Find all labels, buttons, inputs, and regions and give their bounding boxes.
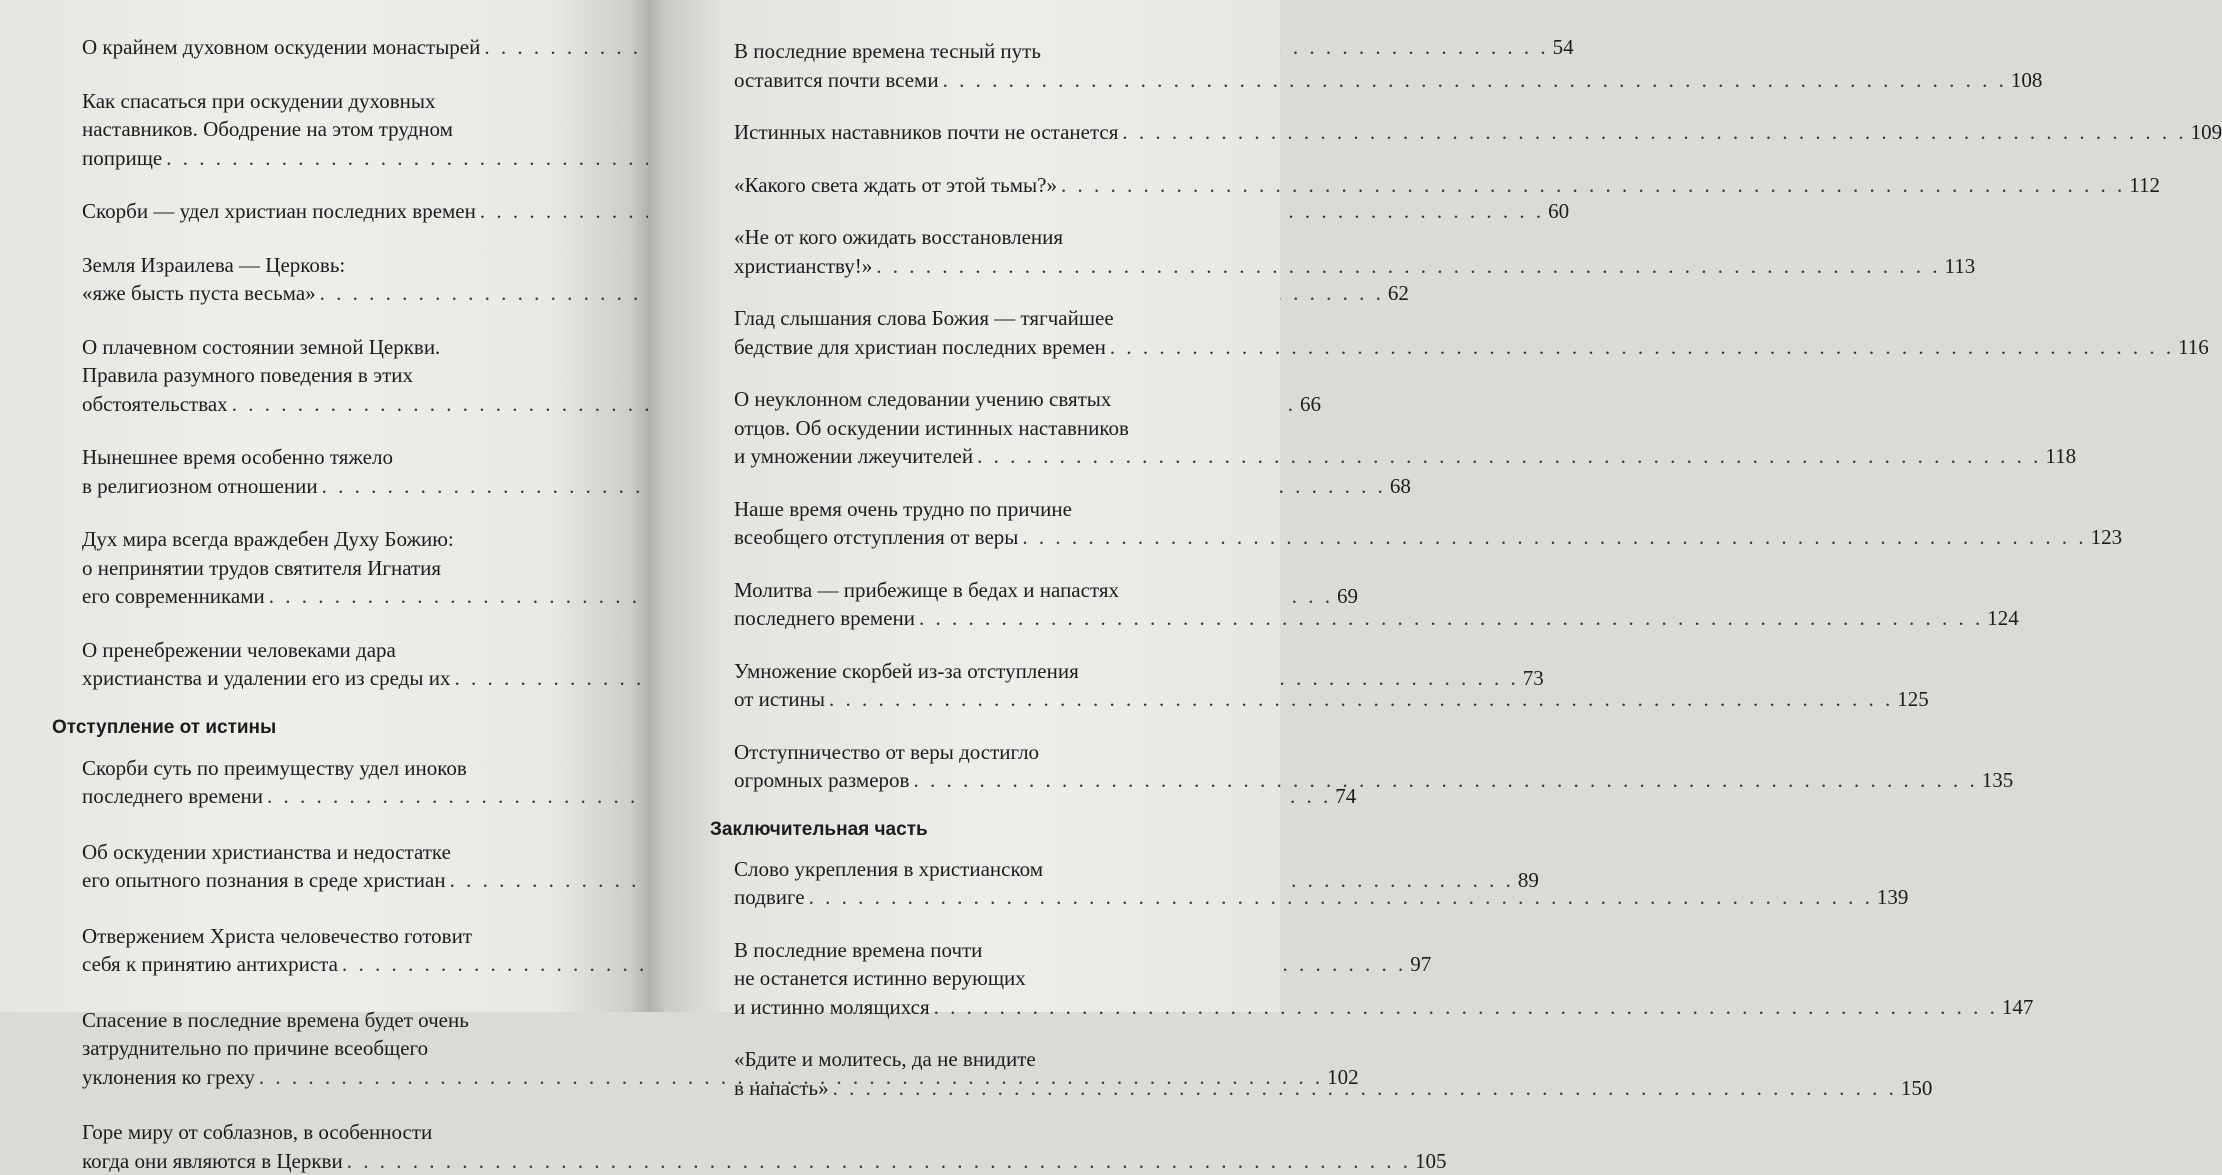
page-number: 116 <box>2178 333 2209 362</box>
toc-entry-title-end: когда они являются в Церкви <box>82 1147 343 1175</box>
dot-leader <box>829 685 1893 714</box>
toc-entry-final-line <box>734 66 1212 95</box>
page-number: 108 <box>2011 66 2043 95</box>
toc-entry-title-end: христианства и удалении его из среды их <box>82 664 450 693</box>
right-page <box>648 0 1280 1012</box>
toc-entry-final-line <box>82 390 560 419</box>
toc-entry-line: Как спасаться при оскудении духовных <box>82 87 560 116</box>
toc-entry <box>734 657 1212 714</box>
page-number: 89 <box>1518 866 1539 895</box>
toc-entry <box>82 197 560 226</box>
toc-entry <box>734 118 1212 147</box>
toc-entry-final-line <box>82 664 560 693</box>
dot-leader <box>1110 333 2174 362</box>
left-section-entry-list <box>82 754 560 1175</box>
dot-leader <box>1061 171 2125 200</box>
dot-leader <box>913 766 1977 795</box>
toc-entry-line: Отступничество от веры достигло <box>734 738 1212 767</box>
toc-entry <box>82 838 560 895</box>
toc-entry-final-line <box>734 333 1212 362</box>
page-number: 102 <box>1327 1063 1359 1092</box>
right-section-entry-list <box>734 855 1212 1103</box>
toc-entry-line: Об оскудении христианства и недостатке <box>82 838 560 867</box>
left-toc-column <box>82 0 560 1175</box>
dot-leader <box>943 66 2007 95</box>
toc-entry <box>82 754 560 811</box>
toc-entry-final-line <box>82 1063 560 1092</box>
toc-entry-line: отцов. Об оскудении истинных наставников <box>734 414 1212 443</box>
page-number: 113 <box>1944 252 1975 281</box>
right-entry-list <box>734 37 1212 795</box>
page-number: 60 <box>1548 197 1569 226</box>
toc-entry <box>734 738 1212 795</box>
toc-entry-title-end: его современниками <box>82 582 265 611</box>
toc-entry-line: «Бдите и молитесь, да не внидите <box>734 1045 1212 1074</box>
toc-entry-title-end: в религиозном отношении <box>82 472 318 501</box>
page-number: 150 <box>1901 1074 1933 1103</box>
right-toc-column <box>734 0 1212 1102</box>
left-page <box>0 0 648 1012</box>
page-number: 125 <box>1897 685 1929 714</box>
toc-entry-final-line <box>734 118 1212 147</box>
toc-entry-line: Правила разумного поведения в этих <box>82 361 560 390</box>
page-number: 105 <box>1415 1147 1447 1175</box>
toc-entry <box>734 37 1212 94</box>
toc-entry-title-end: бедствие для христиан последних времен <box>734 333 1106 362</box>
book-spread <box>0 0 1280 1012</box>
toc-entry <box>82 636 560 693</box>
toc-entry-title-end: обстоятельствах <box>82 390 228 419</box>
dot-leader <box>347 1147 1411 1175</box>
left-section-title: Отступление от истины <box>52 715 560 741</box>
page-number: 123 <box>2091 523 2123 552</box>
toc-entry-final-line <box>734 523 1212 552</box>
toc-entry-title-end: уклонения ко греху <box>82 1063 255 1092</box>
toc-entry-line: Молитва — прибежище в бедах и напастях <box>734 576 1212 605</box>
toc-entry-line: О плачевном состоянии земной Церкви. <box>82 333 560 362</box>
page-number: 62 <box>1388 279 1409 308</box>
toc-entry-line: Слово укрепления в христианском <box>734 855 1212 884</box>
dot-leader <box>919 604 1983 633</box>
page-number: 147 <box>2002 993 2034 1022</box>
page-number: 118 <box>2045 442 2076 471</box>
toc-entry-line: Наше время очень трудно по причине <box>734 495 1212 524</box>
toc-entry-title-end: себя к принятию антихриста <box>82 950 338 979</box>
toc-entry-line: наставников. Ободрение на этом трудном <box>82 115 560 144</box>
toc-entry-title-end: последнего времени <box>82 782 263 811</box>
page-number: 69 <box>1337 582 1358 611</box>
toc-entry-title-end: христианству!» <box>734 252 872 281</box>
toc-entry <box>734 576 1212 633</box>
left-entry-list <box>82 33 560 693</box>
toc-entry-final-line <box>734 883 1212 912</box>
toc-entry <box>734 304 1212 361</box>
page-number: 109 <box>2191 118 2222 147</box>
dot-leader <box>977 442 2041 471</box>
toc-entry <box>734 855 1212 912</box>
dot-leader <box>1022 523 2086 552</box>
page-number: 54 <box>1553 33 1574 62</box>
toc-entry-title-end: огромных размеров <box>734 766 909 795</box>
dot-leader <box>809 883 1873 912</box>
toc-entry-title-end: оставится почти всеми <box>734 66 939 95</box>
dot-leader <box>833 1074 1897 1103</box>
toc-entry-line: Глад слышания слова Божия — тягчайшее <box>734 304 1212 333</box>
toc-entry-line: О пренебрежении человеками дара <box>82 636 560 665</box>
page-number: 66 <box>1300 390 1321 419</box>
toc-entry-line: Отвержением Христа человечество готовит <box>82 922 560 951</box>
toc-entry-final-line <box>82 33 560 62</box>
toc-entry-title-end: Скорби — удел христиан последних времен <box>82 197 476 226</box>
toc-entry-final-line <box>82 279 560 308</box>
page-number: 112 <box>2129 171 2160 200</box>
toc-entry <box>82 333 560 419</box>
page-number: 97 <box>1410 950 1431 979</box>
toc-entry-title-end: всеобщего отступления от веры <box>734 523 1018 552</box>
toc-entry-line: Умножение скорбей из-за отступления <box>734 657 1212 686</box>
toc-entry-title-end: последнего времени <box>734 604 915 633</box>
toc-entry <box>734 223 1212 280</box>
toc-entry-title-end: поприще <box>82 144 162 173</box>
toc-entry-title-end: «Какого света ждать от этой тьмы?» <box>734 171 1057 200</box>
toc-entry-line: о непринятии трудов святителя Игнатия <box>82 554 560 583</box>
toc-entry-title-end: и умножении лжеучителей <box>734 442 973 471</box>
toc-entry-final-line <box>734 252 1212 281</box>
toc-entry <box>82 525 560 611</box>
page-number: 135 <box>1982 766 2014 795</box>
toc-entry <box>734 171 1212 200</box>
toc-entry-line: затруднительно по причине всеобщего <box>82 1034 560 1063</box>
toc-entry-line: В последние времена тесный путь <box>734 37 1212 66</box>
toc-entry-title-end: Истинных наставников почти не останется <box>734 118 1118 147</box>
toc-entry-final-line <box>734 171 1212 200</box>
page-number: 124 <box>1987 604 2019 633</box>
toc-entry-line: не останется истинно верующих <box>734 964 1212 993</box>
toc-entry-final-line <box>734 766 1212 795</box>
toc-entry-final-line <box>82 144 560 173</box>
toc-entry-line: Горе миру от соблазнов, в особенности <box>82 1118 560 1147</box>
page-number: 139 <box>1877 883 1909 912</box>
dot-leader <box>1122 118 2186 147</box>
dot-leader <box>934 993 1998 1022</box>
toc-entry <box>82 1118 560 1175</box>
toc-entry-line: Дух мира всегда враждебен Духу Божию: <box>82 525 560 554</box>
toc-entry <box>734 385 1212 471</box>
page-number: 73 <box>1523 664 1544 693</box>
toc-entry-title-end: его опытного познания в среде христиан <box>82 866 446 895</box>
toc-entry <box>82 1006 560 1092</box>
dot-leader <box>876 252 1940 281</box>
toc-entry-title-end: в напасть» <box>734 1074 829 1103</box>
page-number: 74 <box>1335 782 1356 811</box>
toc-entry-final-line <box>734 604 1212 633</box>
toc-entry-final-line <box>734 442 1212 471</box>
page-number: 68 <box>1390 472 1411 501</box>
toc-entry-line: О неуклонном следовании учению святых <box>734 385 1212 414</box>
toc-entry-final-line <box>82 197 560 226</box>
toc-entry-final-line <box>82 582 560 611</box>
toc-entry-final-line <box>82 1147 560 1175</box>
toc-entry <box>82 922 560 979</box>
toc-entry-final-line <box>82 950 560 979</box>
toc-entry-final-line <box>734 993 1212 1022</box>
toc-entry-title-end: и истинно молящихся <box>734 993 930 1022</box>
right-section-title: Заключительная часть <box>710 817 1212 843</box>
toc-entry-line: «Не от кого ожидать восстановления <box>734 223 1212 252</box>
toc-entry <box>734 1045 1212 1102</box>
toc-entry-title-end: «яже бысть пуста весьма» <box>82 279 316 308</box>
toc-entry-line: Спасение в последние времена будет очень <box>82 1006 560 1035</box>
toc-entry-line: Земля Израилева — Церковь: <box>82 251 560 280</box>
toc-entry-title-end: подвиге <box>734 883 805 912</box>
toc-entry-final-line <box>82 782 560 811</box>
toc-entry-line: В последние времена почти <box>734 936 1212 965</box>
toc-entry-title-end: О крайнем духовном оскудении монастырей <box>82 33 480 62</box>
toc-entry-final-line <box>82 866 560 895</box>
toc-entry <box>82 443 560 500</box>
toc-entry-line: Нынешнее время особенно тяжело <box>82 443 560 472</box>
toc-entry-line: Скорби суть по преимуществу удел иноков <box>82 754 560 783</box>
toc-entry-final-line <box>82 472 560 501</box>
toc-entry <box>734 936 1212 1022</box>
toc-entry-final-line <box>734 685 1212 714</box>
toc-entry <box>82 251 560 308</box>
toc-entry <box>734 495 1212 552</box>
toc-entry-final-line <box>734 1074 1212 1103</box>
toc-entry-title-end: от истины <box>734 685 825 714</box>
toc-entry <box>82 87 560 173</box>
toc-entry <box>82 33 560 62</box>
